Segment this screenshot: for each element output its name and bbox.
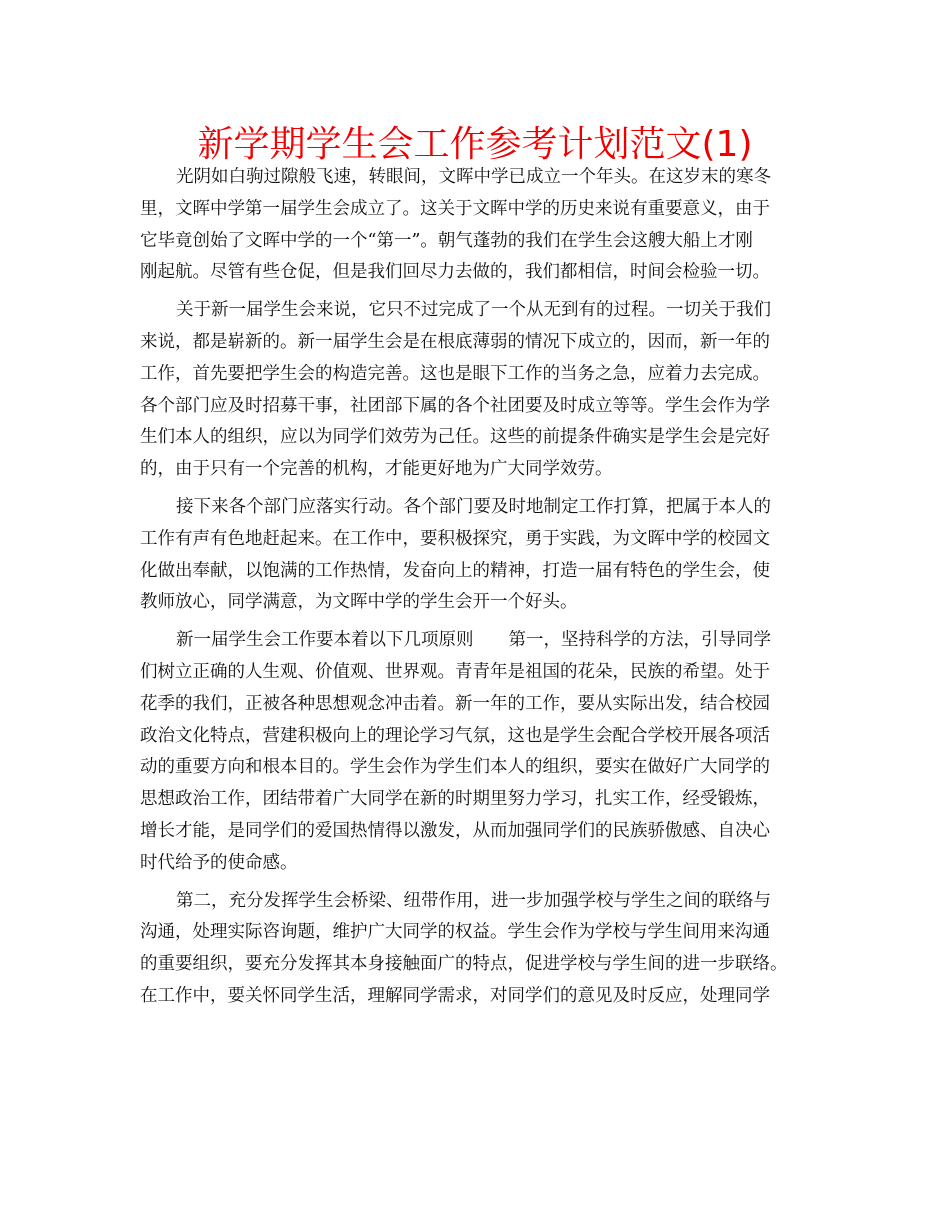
text-line: 各个部门应及时招募干事，社团部下属的各个社团要及时成立等等。学生会作为学 xyxy=(140,395,770,416)
text-line: 接下来各个部门应落实行动。各个部门要及时地制定工作打算，把属于本人的 xyxy=(176,496,771,517)
text-line: 工作有声有色地赶起来。在工作中，要积极探究，勇于实践，为文晖中学的校园文 xyxy=(140,528,770,549)
text-line: 在工作中，要关怀同学生活，理解同学需求，对同学们的意见及时反应，处理同学 xyxy=(140,985,770,1006)
text-line: 光阴如白驹过隙般飞速，转眼间，文晖中学已成立一个年头。在这岁末的寒冬 xyxy=(176,167,771,187)
paragraph-3 xyxy=(140,492,830,619)
text-line: 工作，首先要把学生会的构造完善。这也是眼下工作的当务之急，应着力去完成。 xyxy=(140,363,770,384)
document-body xyxy=(140,162,830,1019)
text-line: 化做出奉献，以饱满的工作热情，发奋向上的精神，打造一届有特色的学生会，使 xyxy=(140,560,770,581)
text-line: 花季的我们，正被各种思想观念冲击着。新一年的工作，要从实际出发，结合校园 xyxy=(140,693,770,714)
text-line: 政治文化特点，营建积极向上的理论学习气氛，这也是学生会配合学校开展各项活 xyxy=(140,725,770,746)
text-line: 第二，充分发挥学生会桥梁、纽带作用，进一步加强学校与学生之间的联络与 xyxy=(176,890,771,911)
text-line: 沟通，处理实际咨询题，维护广大同学的权益。学生会作为学校与学生间用来沟通 xyxy=(140,922,770,943)
text-line: 它毕竟创始了文晖中学的一个“第一”。朝气蓬勃的我们在学生会这艘大船上才刚 xyxy=(140,230,753,251)
paragraph-4 xyxy=(140,625,830,879)
text-line: 新一届学生会工作要本着以下几项原则 第一，坚持科学的方法，引导同学 xyxy=(176,630,771,651)
text-line: 动的重要方向和根本目的。学生会作为学生们本人的组织，要实在做好广大同学的 xyxy=(140,757,770,778)
text-line: 刚起航。尽管有些仓促，但是我们回尽力去做的，我们都相信，时间会检验一切。 xyxy=(140,262,770,283)
text-line: 里，文晖中学第一届学生会成立了。这关于文晖中学的历史来说有重要意义，由于 xyxy=(140,198,770,219)
text-line: 增长才能，是同学们的爱国热情得以激发，从而加强同学们的民族骄傲感、自决心 xyxy=(140,820,770,841)
text-line: 思想政治工作，团结带着广大同学在新的时期里努力学习，扎实工作，经受锻炼， xyxy=(140,789,770,810)
text-line: 的，由于只有一个完善的机构，才能更好地为广大同学效劳。 xyxy=(140,459,613,480)
text-line: 的重要组织，要充分发挥其本身接触面广的特点，促进学校与学生间的进一步联络。 xyxy=(140,954,788,975)
paragraph-2 xyxy=(140,295,830,486)
text-line: 们树立正确的人生观、价值观、世界观。青青年是祖国的花朵，民族的希望。处于 xyxy=(140,661,770,682)
text-line: 关于新一届学生会来说，它只不过完成了一个从无到有的过程。一切关于我们 xyxy=(176,300,771,321)
paragraph-5 xyxy=(140,886,830,1013)
text-line: 教师放心，同学满意，为文晖中学的学生会开一个好头。 xyxy=(140,592,578,613)
paragraph-1 xyxy=(140,162,830,289)
text-line: 生们本人的组织，应以为同学们效劳为己任。这些的前提条件确实是学生会是完好 xyxy=(140,427,770,448)
text-line: 来说，都是崭新的。新一届学生会是在根底薄弱的情况下成立的，因而，新一年的 xyxy=(140,331,770,352)
text-line: 时代给予的使命感。 xyxy=(140,852,298,873)
document-title: 新学期学生会工作参考计划范文(1) xyxy=(197,124,753,165)
